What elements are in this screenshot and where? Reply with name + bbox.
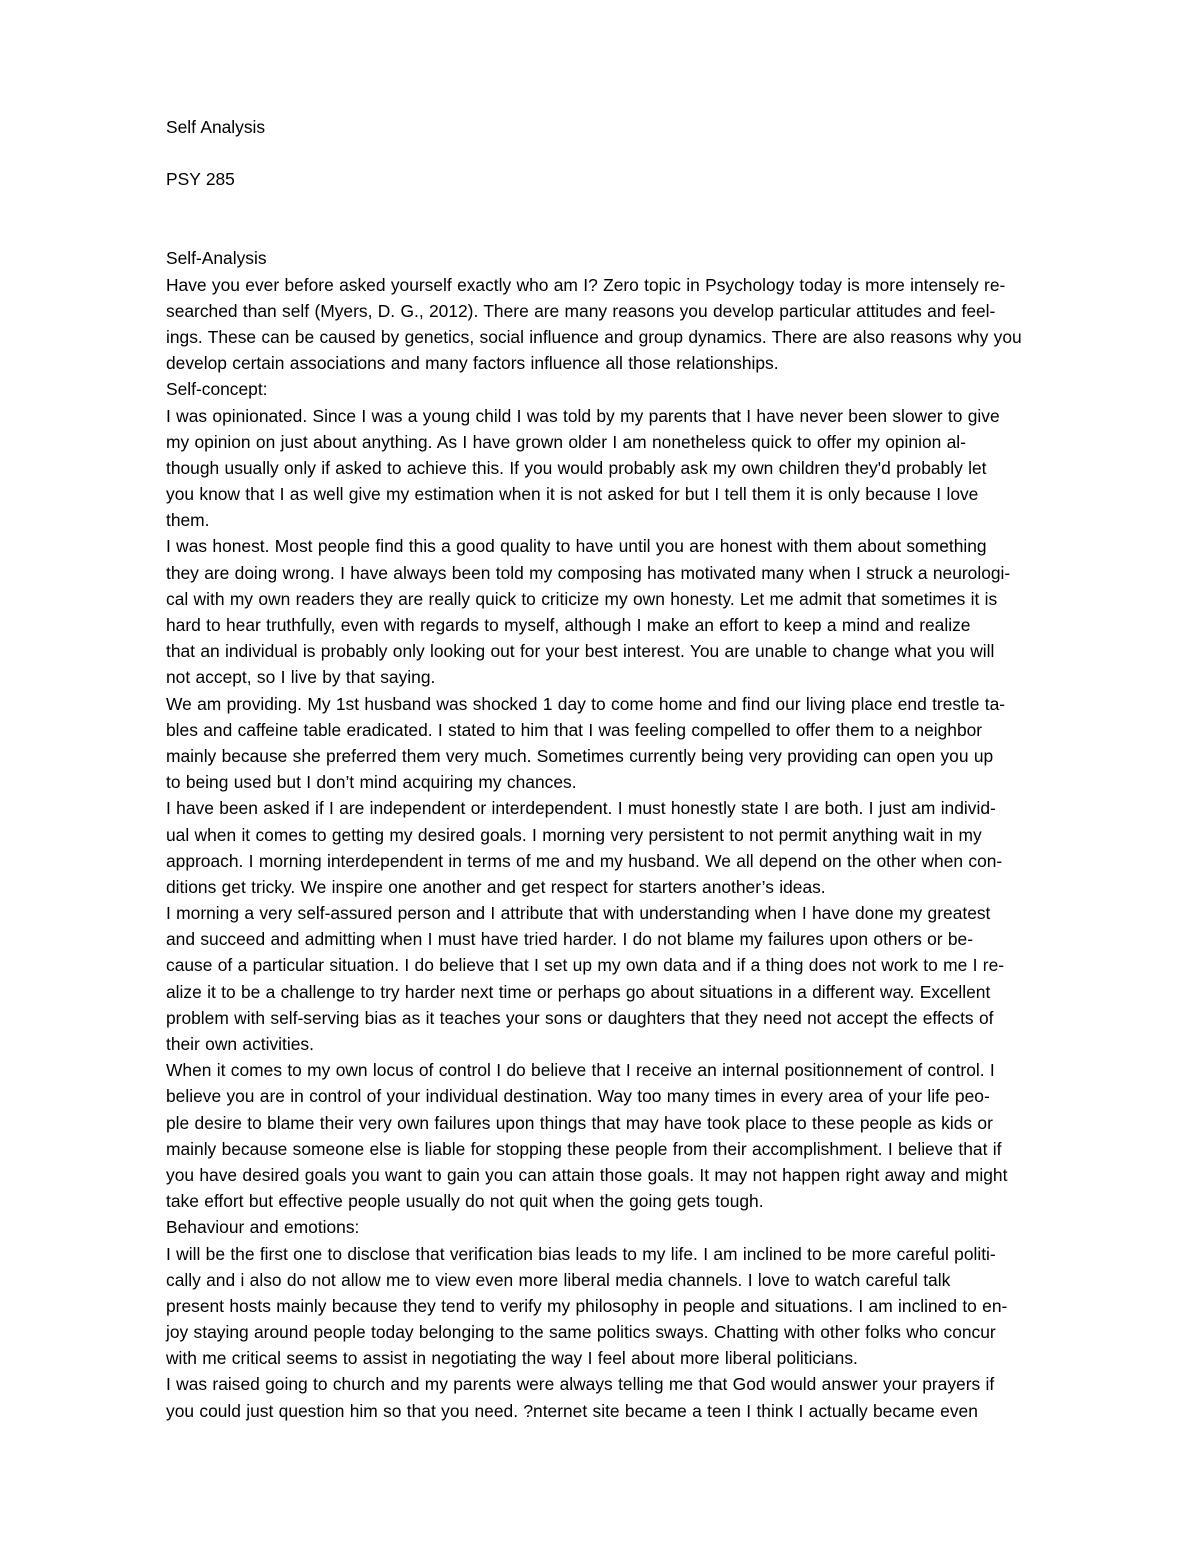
text-line: present hosts mainly because they tend to verify my philosophy in people and situations. I am inclined to en- xyxy=(166,1295,1008,1316)
body-title: Self-Analysis xyxy=(166,248,267,269)
text-line: ditions get tricky. We inspire one another and get respect for starters another’s ideas. xyxy=(166,876,826,897)
text-line: mainly because someone else is liable for stopping these people from their accomplishment. I believe that if xyxy=(166,1138,1002,1159)
text-line: approach. I morning interdependent in terms of me and my husband. We all depend on the other when con- xyxy=(166,850,1003,871)
text-line: cal with my own readers they are really quick to criticize my own honesty. Let me admit that sometimes it is xyxy=(166,588,998,609)
text-line: my opinion on just about anything. As I have grown older I am nonetheless quick to offer my opinion al- xyxy=(166,431,966,452)
text-line: hard to hear truthfully, even with regards to myself, although I make an effort to keep a mind and realize xyxy=(166,615,971,635)
text-line: develop certain associations and many factors influence all those relationships. xyxy=(166,353,779,374)
text-line: I was opinionated. Since I was a young child I was told by my parents that I have never been slower to give xyxy=(166,405,1000,426)
text-line: joy staying around people today belonging to the same politics sways. Chatting with other folks who concur xyxy=(166,1322,996,1343)
text-line: and succeed and admitting when I must have tried harder. I do not blame my failures upon others or be- xyxy=(166,929,974,950)
text-line: alize it to be a challenge to try harder next time or perhaps go about situations in a different way. Excellent xyxy=(166,981,991,1002)
text-line: that an individual is probably only looking out for your best interest. You are unable to change what you will xyxy=(166,641,995,662)
text-line: to being used but I don’t mind acquiring my chances. xyxy=(166,772,577,793)
text-line: they are doing wrong. I have always been told my composing has motivated many when I struck a neurologi- xyxy=(166,562,1011,583)
text-line: cause of a particular situation. I do believe that I set up my own data and if a thing does not work to me I re- xyxy=(166,955,1005,976)
text-line: not accept, so I live by that saying. xyxy=(166,667,436,688)
body-text xyxy=(166,272,1116,1424)
text-line: you know that I as well give my estimation when it is not asked for but I tell them it is only because I love xyxy=(166,484,979,505)
text-line: problem with self-serving bias as it teaches your sons or daughters that they need not accept the effects of xyxy=(166,1007,994,1028)
text-line: cally and i also do not allow me to view even more liberal media channels. I love to watch careful talk xyxy=(166,1269,951,1290)
text-line: I morning a very self-assured person and I attribute that with understanding when I have done my greatest xyxy=(166,903,991,924)
text-line: ings. These can be caused by genetics, social influence and group dynamics. There are also reasons why you xyxy=(166,326,1022,347)
text-line: I was honest. Most people find this a good quality to have until you are honest with them about something xyxy=(166,536,987,557)
text-line: their own activities. xyxy=(166,1034,314,1054)
text-line: searched than self (Myers, D. G., 2012). There are many reasons you develop particular attitudes and feel- xyxy=(166,300,996,321)
text-line: mainly because she preferred them very much. Sometimes currently being very providing can open you up xyxy=(166,745,994,766)
text-line: Have you ever before asked yourself exactly who am I? Zero topic in Psychology today is more intensely re- xyxy=(166,274,1006,295)
text-line: ple desire to blame their very own failures upon things that may have took place to these people as kids or xyxy=(166,1112,993,1133)
course-code: PSY 285 xyxy=(166,169,235,190)
text-line: ual when it comes to getting my desired goals. I morning very persistent to not permit anything wait in my xyxy=(166,824,982,845)
text-line: them. xyxy=(166,510,210,531)
text-line: I was raised going to church and my parents were always telling me that God would answer your prayers if xyxy=(166,1374,995,1395)
text-line: When it comes to my own locus of control I do believe that I receive an internal positionnement of control. I xyxy=(166,1060,995,1081)
text-line: believe you are in control of your individual destination. Way too many times in every area of your life peo- xyxy=(166,1086,990,1107)
text-line: Behaviour and emotions: xyxy=(166,1217,360,1238)
text-line: though usually only if asked to achieve this. If you would probably ask my own children they'd probably let xyxy=(166,457,987,478)
spacer xyxy=(166,140,1116,166)
header-title: Self Analysis xyxy=(166,117,266,137)
text-line: I have been asked if I are independent or interdependent. I must honestly state I are both. I just am individ- xyxy=(166,798,996,819)
text-line: you could just question him so that you need. ?nternet site became a teen I think I actually became even xyxy=(166,1400,978,1421)
document-content xyxy=(166,114,1116,1424)
text-line: you have desired goals you want to gain you can attain those goals. It may not happen right away and might xyxy=(166,1164,1008,1185)
text-line: I will be the first one to disclose that verification bias leads to my life. I am inclined to be more careful politi- xyxy=(166,1243,996,1264)
text-line: Self-concept: xyxy=(166,379,268,400)
spacer xyxy=(166,192,1116,245)
text-line: take effort but effective people usually do not quit when the going gets tough. xyxy=(166,1191,764,1212)
text-line: bles and caffeine table eradicated. I stated to him that I was feeling compelled to offer them to a neighbor xyxy=(166,719,983,740)
text-line: with me critical seems to assist in negotiating the way I feel about more liberal politicians. xyxy=(166,1348,858,1369)
text-line: We am providing. My 1st husband was shocked 1 day to come home and find our living place end trestle ta- xyxy=(166,693,1006,714)
